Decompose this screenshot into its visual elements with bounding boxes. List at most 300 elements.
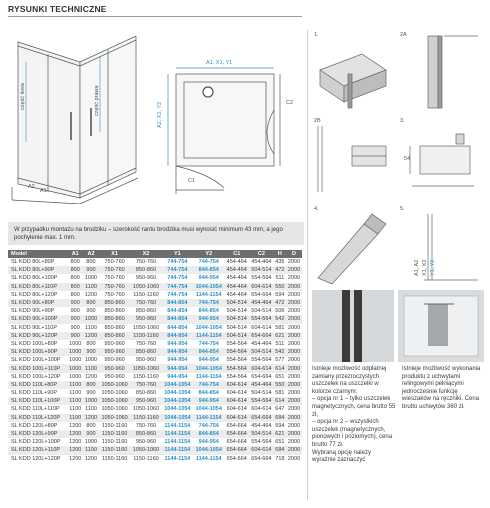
table-cell: 654-664 [249,414,274,422]
table-cell: 654-664 [251,455,272,462]
table-cell: 950-960 [99,348,130,356]
table-row [8,332,302,340]
table-cell: 900 [67,332,83,340]
table-cell: 554-564 [226,357,247,364]
table-cell: 850-860 [130,266,161,274]
column-header: C2 [249,250,274,258]
seal-caption-intro: Istnieje możliwość odpłatnej zamiany przezroczystych uszczelek na uszczelki w kolorze czarnym: [312,366,387,395]
table-cell: 511 [275,340,285,347]
table-cell: 850-860 [104,308,125,315]
table-cell: 850-860 [99,315,130,323]
plan-c1: C1 [188,178,196,184]
table-cell: 684 [275,414,285,421]
table-cell: 844-854 [162,315,193,323]
table-cell: 900 [86,390,96,397]
table-cell: 1200 [69,439,82,446]
table-cell: 944-954 [167,340,188,347]
table-cell: 1050-1060 [99,397,130,405]
table-cell: 1044-1054 [164,390,191,397]
detail-panel-1 [312,30,394,112]
table-cell: 744-754 [162,283,193,291]
title-divider [8,16,302,17]
detail-panel-5 [398,204,484,286]
table-cell: 2000 [287,259,301,266]
table-cell: 1144-1154 [164,422,191,429]
table-cell: 1100 [85,324,97,331]
table-cell: 1200 [84,291,98,298]
table-cell: 900 [83,430,99,438]
table-cell: 472 [275,300,285,307]
seal-photo-left [312,290,394,362]
table-cell: 944-954 [198,275,219,282]
table-cell: 454-464 [226,291,247,298]
table-cell: 1050-1060 [132,406,160,413]
table-cell: 1150-1160 [133,373,159,380]
table-cell: 1144-1154 [162,446,193,454]
table-cell: 654-664 [224,446,249,454]
table-cell: 844-854 [167,324,188,331]
table-cell: 844-854 [162,299,193,307]
table-cell: 554-564 [249,315,274,323]
table-cell: SL KDD 110L+100P [8,397,67,405]
table-cell: SL KDD 80L+90P [8,266,67,274]
table-cell: 1000 [84,439,98,446]
table-cell: 1100 [85,406,97,413]
table-cell: 1200 [84,373,98,380]
table-cell: 654-664 [226,422,247,429]
table-cell: 454-464 [249,381,274,389]
table-cell: 1050-1060 [101,390,128,397]
page-title: RYSUNKI TECHNICZNE [8,4,107,14]
table-cell: 1050-1060 [130,446,161,454]
table-cell: 1144-1154 [195,373,222,380]
table-cell: 1150-1160 [101,455,128,462]
table-cell: 604-614 [224,381,249,389]
table-cell: 1044-1054 [195,324,222,331]
column-header: X2 [130,250,161,258]
table-cell: 2000 [287,455,301,462]
iso-label-left: część lewa [20,83,26,110]
table-row [8,324,302,332]
table-cell: 504-514 [226,308,247,315]
table-row [8,266,302,274]
table-cell: 944-954 [167,357,188,364]
table-cell: 944-954 [193,397,224,405]
table-cell: 554-564 [224,364,249,372]
table-cell: 554-564 [251,439,272,446]
table-cell: 750-760 [135,422,157,429]
table-row [8,446,302,454]
table-cell: 844-854 [193,430,224,438]
table-cell: 944-954 [193,315,224,323]
table-cell: 900 [86,308,96,315]
table-cell: 1144-1154 [162,430,193,438]
table-cell: 1000 [69,357,82,364]
table-cell: 1044-1054 [193,446,224,454]
table-row [8,274,302,282]
table-cell: 1000 [84,357,98,364]
column-header: Y2 [193,250,224,258]
table-cell: 1200 [84,414,98,421]
table-cell: 1144-1154 [164,455,191,462]
table-cell: 604-614 [251,324,272,331]
table-row [8,283,302,291]
column-divider [307,30,308,500]
table-cell: 614 [275,365,285,372]
table-cell: 950-960 [104,373,125,380]
table-cell: 744-754 [167,259,188,266]
table-cell: 1044-1054 [162,381,193,389]
table-cell: 2000 [287,414,301,421]
table-cell: 577 [275,357,285,364]
column-header: D [286,250,302,258]
table-cell: 511 [275,275,285,282]
table-cell: SL KDD 110L+90P [11,390,58,397]
table-cell: 2000 [287,283,301,290]
table-cell: SL KDD 110L+120P [8,414,67,422]
table-cell: 1000 [84,275,98,282]
table-cell: 654-664 [251,291,272,298]
table-cell: 844-854 [193,266,224,274]
table-cell: 1000 [69,365,82,372]
table-cell: 2000 [287,406,301,413]
table-cell: 1050-1060 [132,324,160,331]
plan-side-dim: A2, X2, Y2 [157,101,163,128]
table-cell: 2000 [287,308,301,315]
table-cell: 850-860 [130,430,161,438]
table-cell: 684 [275,447,285,454]
panel-3-label: 3. [400,118,405,124]
table-cell: 2000 [287,398,301,405]
table-cell: 844-854 [198,308,219,315]
table-header-row [8,250,302,258]
table-cell: 2000 [287,324,301,331]
table-cell: 1050-1060 [99,381,130,389]
table-cell: 950-960 [130,315,161,323]
table-cell: 1000 [69,349,82,356]
table-cell: 454-464 [251,259,272,266]
table-cell: 2000 [287,439,301,446]
table-row [8,422,302,430]
table-cell: 800 [70,291,80,298]
column-header: H [274,250,286,258]
table-cell: 1050-1060 [101,406,128,413]
table-cell: 2000 [287,357,301,364]
table-cell: 944-954 [198,357,219,364]
table-cell: 504-514 [249,348,274,356]
table-cell: 1144-1154 [193,332,224,340]
table-cell: 900 [67,315,83,323]
table-cell: 554-564 [226,340,247,347]
table-row [8,348,302,356]
table-cell: 850-860 [130,348,161,356]
table-cell: 944-954 [162,364,193,372]
table-cell: SL KDD 80L+110P [8,283,67,291]
table-cell: 614 [275,398,285,405]
table-cell: 554-564 [251,275,272,282]
table-cell: 950-960 [135,275,157,282]
table-cell: 504-514 [226,324,247,331]
table-cell: 454-464 [226,259,247,266]
table-cell: 1100 [69,390,82,397]
table-cell: 750-760 [99,266,130,274]
table-cell: 1000 [84,316,98,323]
table-cell: 944-954 [198,439,219,446]
table-cell: 604-614 [249,283,274,291]
table-cell: 2000 [287,267,301,274]
table-cell: 744-754 [167,291,188,298]
table-cell: 581 [275,324,285,331]
table-cell: 744-754 [198,422,219,429]
table-cell: 744-754 [198,259,219,266]
table-cell: SL KDD 90L+80P [8,299,67,307]
table-cell: 1100 [69,398,82,405]
plan-c2: C2 [286,100,294,106]
table-row [8,438,302,446]
table-cell: 581 [275,390,285,397]
table-cell: 750-760 [104,275,125,282]
table-cell: 1044-1054 [164,406,191,413]
table-cell: 744-754 [162,266,193,274]
table-cell: 554-564 [251,357,272,364]
table-cell: 435 [275,259,285,266]
table-row [8,373,302,381]
table-row [8,340,302,348]
table-cell: 750-760 [135,259,157,266]
table-cell: 542 [275,316,285,323]
reling-photo-right-image [398,290,484,362]
table-cell: 1150-1160 [99,446,130,454]
iso-label-a1: A1 [40,188,47,194]
panel-1-label: 1. [314,32,319,38]
table-cell: 1100 [69,414,82,421]
dimensions-table [8,250,302,463]
table-cell: 2000 [287,447,301,454]
table-cell: 654-664 [226,455,247,462]
column-header: A1 [67,250,83,258]
mounting-note: W przypadku montażu na brodziku – szerokość rantu brodzika musi wynosić minimum 43 mm, a jego pochylenie max. 1 mm. [8,222,304,245]
panel-5-label: 5. [400,206,405,212]
table-cell: SL KDD 100L+100P [11,357,61,364]
table-cell: 900 [70,308,80,315]
table-cell: SL KDD 100L+120P [11,373,61,380]
table-cell: 950-960 [135,439,157,446]
table-cell: 604-614 [249,446,274,454]
seal-caption [312,366,396,465]
table-cell: 1000 [69,373,82,380]
table-cell: 2000 [287,340,301,347]
table-cell: 744-754 [167,275,188,282]
table-cell: SL KDD 90L+110P [11,324,58,331]
table-cell: 950-960 [104,357,125,364]
detail-panel-3 [398,116,484,200]
table-cell: 454-464 [251,340,272,347]
table-cell: 2000 [287,349,301,356]
plan-drawing [150,54,300,204]
table-cell: 604-614 [224,414,249,422]
table-cell: 621 [275,332,285,339]
panel-5-dim-y: Y1, Y2 [430,259,436,276]
table-cell: SL KDD 120L+90P [8,430,67,438]
table-cell: 900 [67,299,83,307]
seal-caption-outro: Wybraną opcję należy wyraźnie zaznaczyć [312,449,371,464]
table-cell: 454-464 [226,275,247,282]
column-header: C1 [224,250,249,258]
table-row [8,381,302,389]
table-cell: 1150-1160 [133,291,159,298]
table-cell: 554-564 [249,397,274,405]
table-cell: 604-614 [249,364,274,372]
table-row [8,405,302,413]
reling-caption: Istnieje możliwość wykonania produktu z uchwytami relingowymi pełniącymi jednocześnie funkcję wieszaków na ręczniki. Cena brutto uchwytów 360 zł. [402,366,481,410]
table-cell: 800 [86,422,96,429]
panel-5-dim-a: A1, A2 [414,259,420,276]
table-cell: 1044-1054 [162,397,193,405]
table-cell: 900 [70,324,80,331]
table-cell: 744-754 [198,340,219,347]
table-cell: 2000 [287,390,301,397]
table-row [8,307,302,315]
table-cell: SL KDD 80L+100P [11,275,58,282]
table-cell: 554-564 [226,373,247,380]
table-cell: 654-664 [249,332,274,340]
table-cell: 654-664 [224,430,249,438]
table-cell: SL KDD 110L+110P [11,406,60,413]
table-cell: 950-960 [99,364,130,372]
table-row [8,315,302,323]
table-cell: 1144-1154 [195,291,222,298]
table-cell: 2000 [287,275,301,282]
table-cell: 604-614 [251,406,272,413]
table-cell: 2000 [287,422,301,429]
table-cell: 454-464 [251,422,272,429]
table-cell: 1200 [69,455,82,462]
table-cell: 454-464 [224,266,249,274]
table-row [8,455,302,463]
table-cell: 2000 [287,373,301,380]
detail-panel-2a [398,30,484,112]
table-cell: SL KDD 120L+80P [11,422,58,429]
table-cell: 604-614 [226,406,247,413]
table-cell: 850-860 [135,308,157,315]
table-cell: 1144-1154 [195,455,222,462]
table-cell: 2000 [287,300,301,307]
table-cell: SL KDD 120L+120P [11,455,61,462]
table-cell: 454-464 [224,283,249,291]
table-cell: 1100 [85,447,97,454]
plan-top-dim: A1, X1, Y1 [206,60,233,66]
table-cell: 647 [275,406,285,413]
table-cell: 594 [275,422,285,429]
table-cell: 800 [67,283,83,291]
table-cell: 800 [70,275,80,282]
table-cell: 1100 [85,283,97,290]
table-cell: 504-514 [251,308,272,315]
table-cell: 750-760 [130,381,161,389]
table-cell: 1100 [69,406,82,413]
table-cell: SL KDD 100L+90P [8,348,67,356]
table-body [8,258,302,463]
table-cell: 750-760 [135,340,157,347]
table-cell: 1150-1160 [133,455,159,462]
table-cell: 844-854 [162,332,193,340]
table-cell: 900 [83,348,99,356]
seal-caption-opt1: – opcja nr 1 – tylko uszczelek magnetycznych, cena brutto 55 zł, [312,396,396,418]
detail-panel-2b [312,116,394,200]
table-cell: 844-854 [167,308,188,315]
table-cell: 950-960 [135,357,157,364]
table-cell: 504-514 [224,315,249,323]
table-cell: SL KDD 80L+80P [11,259,55,266]
panel-2a-label: 2A [400,32,407,38]
table-cell: 744-754 [193,299,224,307]
table-cell: 800 [83,299,99,307]
column-header: A2 [83,250,99,258]
table-cell: 750-760 [104,291,125,298]
table-cell: 504-514 [249,430,274,438]
table-cell: 550 [275,283,285,290]
table-cell: 1000 [69,340,82,347]
table-row [8,291,302,299]
table-cell: 1150-1160 [130,414,161,422]
table-cell: 744-754 [193,381,224,389]
column-header: Y1 [162,250,193,258]
seal-caption-opt2: – opcja nr 2 – wszystkich uszczelek (magnetycznych, pionowych i poziomych), cena brutto 77 zł. [312,419,393,448]
table-cell: SL KDD 110L+80P [8,381,67,389]
iso-label-a2: A2 [28,184,35,190]
table-cell: 550 [275,381,285,388]
table-cell: 950-960 [104,340,125,347]
table-cell: 800 [83,381,99,389]
panel-5-dim-x: X1, X2 [422,259,428,276]
column-header: X1 [99,250,130,258]
table-cell: 1144-1154 [164,439,191,446]
table-cell: 950-960 [130,397,161,405]
table-row [8,258,302,266]
column-header: Model [8,250,67,258]
table-row [8,430,302,438]
panel-2b-label: 2B [314,118,321,124]
table-cell: 504-514 [224,299,249,307]
table-cell: 2000 [287,431,301,438]
table-cell: 800 [86,340,96,347]
table-cell: 1000 [84,398,98,405]
table-row [8,389,302,397]
table-cell: 1044-1054 [193,283,224,291]
table-cell: 594 [275,291,285,298]
table-cell: 1150-1160 [99,430,130,438]
table-cell: 800 [67,266,83,274]
iso-drawing [4,22,144,204]
panel-4-label: 4. [314,206,319,212]
table-cell: 2000 [287,291,301,298]
reling-photo-right [398,290,484,362]
table-cell: 750-760 [104,259,125,266]
table-row [8,356,302,364]
table-cell: SL KDD 90L+90P [11,308,55,315]
table-cell: 1200 [69,422,82,429]
table-cell: SL KDD 100L+110P [8,364,67,372]
table-cell: 472 [275,267,285,274]
table-cell: 1150-1160 [101,439,128,446]
table-row [8,364,302,372]
table-cell: 604-614 [224,397,249,405]
table-cell: 850-860 [135,390,157,397]
table-cell: 2000 [287,332,301,339]
table-cell: 1044-1054 [162,414,193,422]
table-row [8,299,302,307]
table-cell: 844-854 [193,348,224,356]
